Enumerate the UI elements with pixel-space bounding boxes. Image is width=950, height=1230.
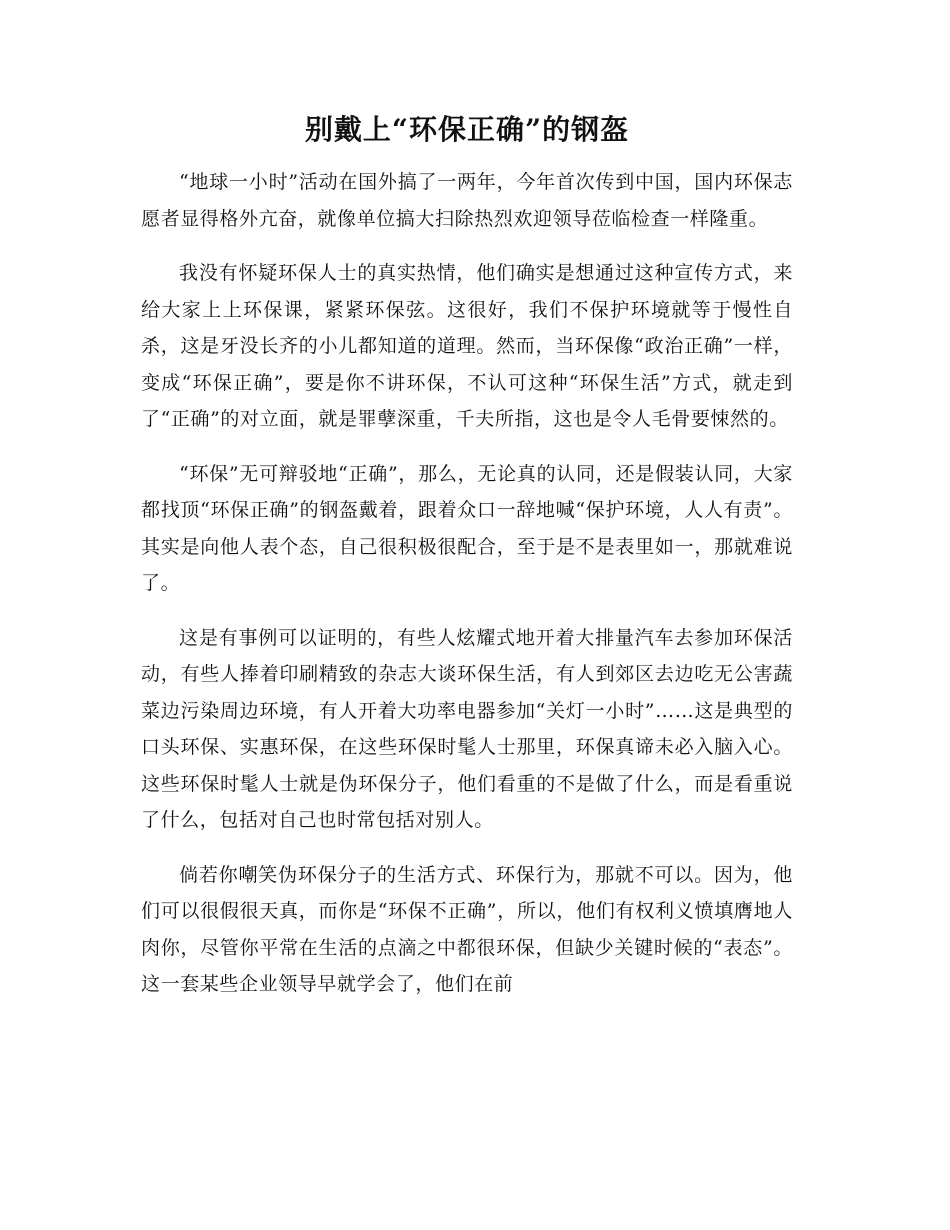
paragraph-1: “地球一小时”活动在国外搞了一两年，今年首次传到中国，国内环保志愿者显得格外亢奋，就像单位搞大扫除热烈欢迎领导莅临检查一样隆重。 — [141, 171, 793, 230]
article-title: 别戴上“环保正确”的钢盔 — [304, 113, 630, 146]
article-body — [141, 108, 793, 1021]
paragraph-4: 这是有事例可以证明的，有些人炫耀式地开着大排量汽车去参加环保活动，有些人捧着印刷精致的杂志大谈环保生活，有人到郊区去边吃无公害蔬菜边污染周边环境，有人开着大功率电器参加“关灯一小时”……这是典型的口头环保、实惠环保，在这些环保时髦人士那里，环保真谛未必入脑入心。这些环保时髦人士就是伪环保分子，他们看重的不是做了什么，而是看重说了什么，包括对自己也时常包括对别人。 — [141, 626, 793, 831]
paragraph-2: 我没有怀疑环保人士的真实热情，他们确实是想通过这种宣传方式，来给大家上上环保课，紧紧环保弦。这很好，我们不保护环境就等于慢性自杀，这是牙没长齐的小儿都知道的道理。然而，当环保像“政治正确”一样，变成“环保正确”，要是你不讲环保，不认可这种“环保生活”方式，就走到了“正确”的对立面，就是罪孽深重，千夫所指，这也是令人毛骨要悚然的。 — [141, 262, 793, 430]
paragraph-3: “环保”无可辩驳地“正确”，那么，无论真的认同，还是假装认同，大家都找顶“环保正确”的钢盔戴着，跟着众口一辞地喊“保护环境，人人有责”。其实是向他人表个态，自己很积极很配合，至于是不是表里如一，那就难说了。 — [141, 462, 793, 594]
paragraph-5: 倘若你嘲笑伪环保分子的生活方式、环保行为，那就不可以。因为，他们可以很假很天真，而你是“环保不正确”，所以，他们有权利义愤填膺地人肉你，尽管你平常在生活的点滴之中都很环保，但缺少关键时候的“表态”。这一套某些企业领导早就学会了，他们在前 — [141, 863, 793, 995]
